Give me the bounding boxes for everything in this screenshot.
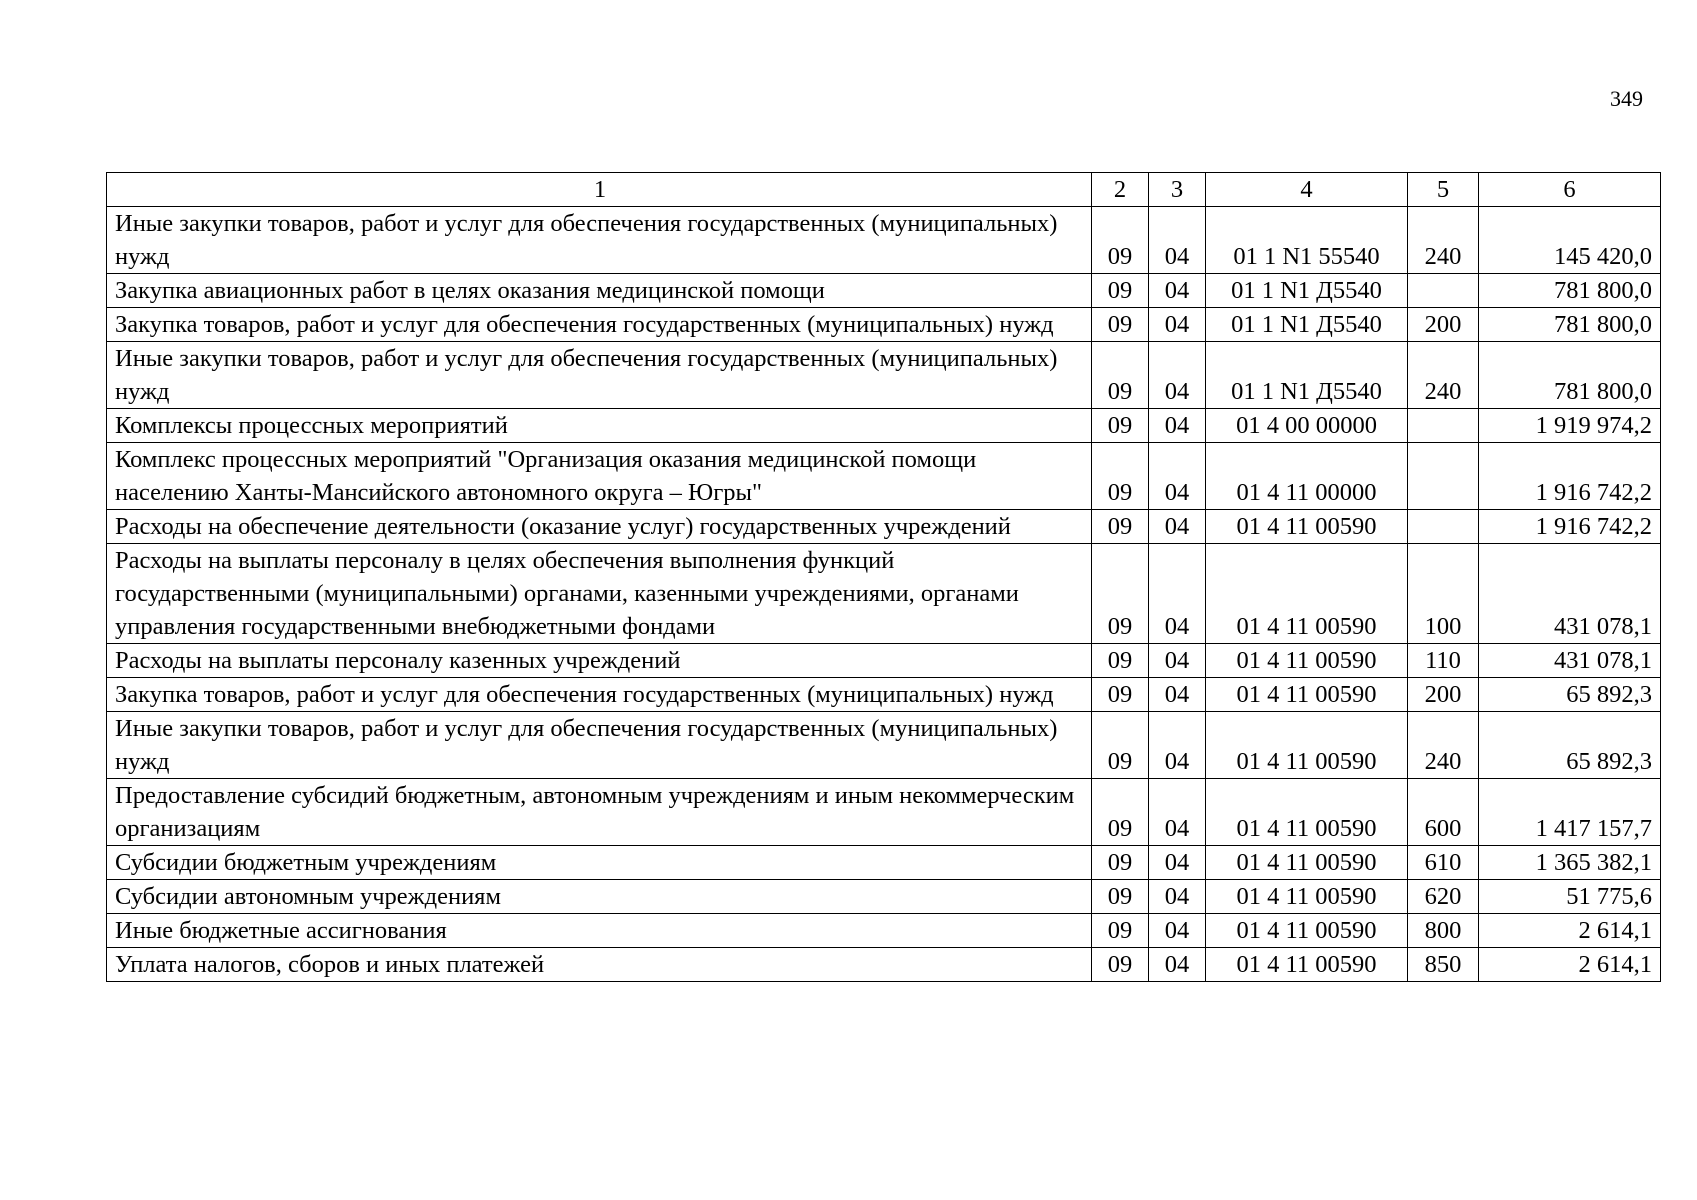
row-subsection-cell: 04 <box>1149 274 1206 308</box>
row-expense-type-cell <box>1408 510 1479 544</box>
row-target-code-cell: 01 4 11 00590 <box>1206 846 1408 880</box>
row-target-code-cell: 01 1 N1 Д5540 <box>1206 308 1408 342</box>
row-subsection-cell: 04 <box>1149 409 1206 443</box>
row-target-code-cell: 01 4 11 00590 <box>1206 510 1408 544</box>
row-section-cell: 09 <box>1092 342 1149 409</box>
row-amount-cell: 145 420,0 <box>1479 207 1661 274</box>
row-section-cell: 09 <box>1092 914 1149 948</box>
row-section-cell: 09 <box>1092 274 1149 308</box>
row-section-cell: 09 <box>1092 443 1149 510</box>
row-name-cell: Расходы на выплаты персоналу казенных учреждений <box>107 644 1092 678</box>
row-subsection-cell: 04 <box>1149 880 1206 914</box>
table-row <box>107 846 1661 880</box>
row-amount-cell: 65 892,3 <box>1479 712 1661 779</box>
row-amount-cell: 431 078,1 <box>1479 644 1661 678</box>
row-expense-type-cell: 100 <box>1408 544 1479 644</box>
table-row <box>107 880 1661 914</box>
row-name-cell: Закупка товаров, работ и услуг для обеспечения государственных (муниципальных) нужд <box>107 678 1092 712</box>
row-amount-cell: 2 614,1 <box>1479 948 1661 982</box>
table-row <box>107 443 1661 510</box>
row-subsection-cell: 04 <box>1149 948 1206 982</box>
row-name-cell: Комплекс процессных мероприятий "Организация оказания медицинской помощи населению Ханты-Мансийского автономного округа – Югры" <box>107 443 1092 510</box>
column-header: 3 <box>1149 173 1206 207</box>
row-target-code-cell: 01 1 N1 Д5540 <box>1206 342 1408 409</box>
row-subsection-cell: 04 <box>1149 712 1206 779</box>
table-row <box>107 779 1661 846</box>
row-name-cell: Комплексы процессных мероприятий <box>107 409 1092 443</box>
row-amount-cell: 781 800,0 <box>1479 308 1661 342</box>
row-expense-type-cell: 240 <box>1408 207 1479 274</box>
row-section-cell: 09 <box>1092 510 1149 544</box>
row-target-code-cell: 01 4 11 00590 <box>1206 644 1408 678</box>
table-row <box>107 207 1661 274</box>
row-amount-cell: 781 800,0 <box>1479 342 1661 409</box>
row-section-cell: 09 <box>1092 644 1149 678</box>
row-amount-cell: 781 800,0 <box>1479 274 1661 308</box>
row-subsection-cell: 04 <box>1149 779 1206 846</box>
row-expense-type-cell <box>1408 274 1479 308</box>
row-target-code-cell: 01 4 11 00000 <box>1206 443 1408 510</box>
row-section-cell: 09 <box>1092 308 1149 342</box>
row-name-cell: Иные закупки товаров, работ и услуг для обеспечения государственных (муниципальных) нужд <box>107 342 1092 409</box>
row-expense-type-cell: 610 <box>1408 846 1479 880</box>
table-row <box>107 914 1661 948</box>
row-target-code-cell: 01 1 N1 55540 <box>1206 207 1408 274</box>
table-row <box>107 948 1661 982</box>
row-target-code-cell: 01 4 11 00590 <box>1206 712 1408 779</box>
table-row <box>107 342 1661 409</box>
table-row <box>107 678 1661 712</box>
table-row <box>107 644 1661 678</box>
row-amount-cell: 51 775,6 <box>1479 880 1661 914</box>
table-row <box>107 544 1661 644</box>
row-amount-cell: 65 892,3 <box>1479 678 1661 712</box>
row-expense-type-cell: 620 <box>1408 880 1479 914</box>
row-expense-type-cell: 110 <box>1408 644 1479 678</box>
row-amount-cell: 2 614,1 <box>1479 914 1661 948</box>
table-row <box>107 712 1661 779</box>
row-subsection-cell: 04 <box>1149 678 1206 712</box>
row-target-code-cell: 01 4 00 00000 <box>1206 409 1408 443</box>
row-amount-cell: 431 078,1 <box>1479 544 1661 644</box>
row-subsection-cell: 04 <box>1149 443 1206 510</box>
row-section-cell: 09 <box>1092 409 1149 443</box>
row-section-cell: 09 <box>1092 207 1149 274</box>
row-expense-type-cell: 240 <box>1408 712 1479 779</box>
table-body <box>107 173 1661 982</box>
row-name-cell: Субсидии бюджетным учреждениям <box>107 846 1092 880</box>
row-subsection-cell: 04 <box>1149 207 1206 274</box>
row-name-cell: Предоставление субсидий бюджетным, автономным учреждениям и иным некоммерческим организациям <box>107 779 1092 846</box>
row-name-cell: Уплата налогов, сборов и иных платежей <box>107 948 1092 982</box>
row-section-cell: 09 <box>1092 779 1149 846</box>
row-name-cell: Закупка товаров, работ и услуг для обеспечения государственных (муниципальных) нужд <box>107 308 1092 342</box>
row-amount-cell: 1 916 742,2 <box>1479 510 1661 544</box>
column-header: 2 <box>1092 173 1149 207</box>
table-row <box>107 510 1661 544</box>
table-row <box>107 274 1661 308</box>
row-amount-cell: 1 919 974,2 <box>1479 409 1661 443</box>
page-number: 349 <box>1610 86 1643 111</box>
row-amount-cell: 1 916 742,2 <box>1479 443 1661 510</box>
row-subsection-cell: 04 <box>1149 846 1206 880</box>
row-expense-type-cell: 240 <box>1408 342 1479 409</box>
column-header: 4 <box>1206 173 1408 207</box>
table-row <box>107 409 1661 443</box>
row-subsection-cell: 04 <box>1149 644 1206 678</box>
row-expense-type-cell: 600 <box>1408 779 1479 846</box>
row-target-code-cell: 01 4 11 00590 <box>1206 914 1408 948</box>
column-header: 1 <box>107 173 1092 207</box>
table-header-row <box>107 173 1661 207</box>
row-name-cell: Иные закупки товаров, работ и услуг для обеспечения государственных (муниципальных) нужд <box>107 712 1092 779</box>
row-target-code-cell: 01 4 11 00590 <box>1206 544 1408 644</box>
row-expense-type-cell: 850 <box>1408 948 1479 982</box>
row-section-cell: 09 <box>1092 846 1149 880</box>
row-section-cell: 09 <box>1092 880 1149 914</box>
row-name-cell: Субсидии автономным учреждениям <box>107 880 1092 914</box>
row-subsection-cell: 04 <box>1149 510 1206 544</box>
row-amount-cell: 1 365 382,1 <box>1479 846 1661 880</box>
row-expense-type-cell: 200 <box>1408 678 1479 712</box>
row-name-cell: Закупка авиационных работ в целях оказания медицинской помощи <box>107 274 1092 308</box>
budget-table <box>106 172 1661 982</box>
row-target-code-cell: 01 4 11 00590 <box>1206 948 1408 982</box>
row-target-code-cell: 01 4 11 00590 <box>1206 880 1408 914</box>
table-row <box>107 308 1661 342</box>
row-amount-cell: 1 417 157,7 <box>1479 779 1661 846</box>
row-section-cell: 09 <box>1092 712 1149 779</box>
row-name-cell: Расходы на обеспечение деятельности (оказание услуг) государственных учреждений <box>107 510 1092 544</box>
row-target-code-cell: 01 4 11 00590 <box>1206 779 1408 846</box>
row-subsection-cell: 04 <box>1149 342 1206 409</box>
row-section-cell: 09 <box>1092 544 1149 644</box>
row-section-cell: 09 <box>1092 948 1149 982</box>
row-target-code-cell: 01 4 11 00590 <box>1206 678 1408 712</box>
row-name-cell: Расходы на выплаты персоналу в целях обеспечения выполнения функций государственными (муниципальными) органами, казенными учреждениями, органами управления государственными внебюджетными фондами <box>107 544 1092 644</box>
row-name-cell: Иные закупки товаров, работ и услуг для обеспечения государственных (муниципальных) нужд <box>107 207 1092 274</box>
row-subsection-cell: 04 <box>1149 308 1206 342</box>
row-expense-type-cell: 200 <box>1408 308 1479 342</box>
row-expense-type-cell: 800 <box>1408 914 1479 948</box>
column-header: 5 <box>1408 173 1479 207</box>
column-header: 6 <box>1479 173 1661 207</box>
row-expense-type-cell <box>1408 443 1479 510</box>
row-name-cell: Иные бюджетные ассигнования <box>107 914 1092 948</box>
row-expense-type-cell <box>1408 409 1479 443</box>
row-subsection-cell: 04 <box>1149 914 1206 948</box>
row-target-code-cell: 01 1 N1 Д5540 <box>1206 274 1408 308</box>
row-subsection-cell: 04 <box>1149 544 1206 644</box>
row-section-cell: 09 <box>1092 678 1149 712</box>
